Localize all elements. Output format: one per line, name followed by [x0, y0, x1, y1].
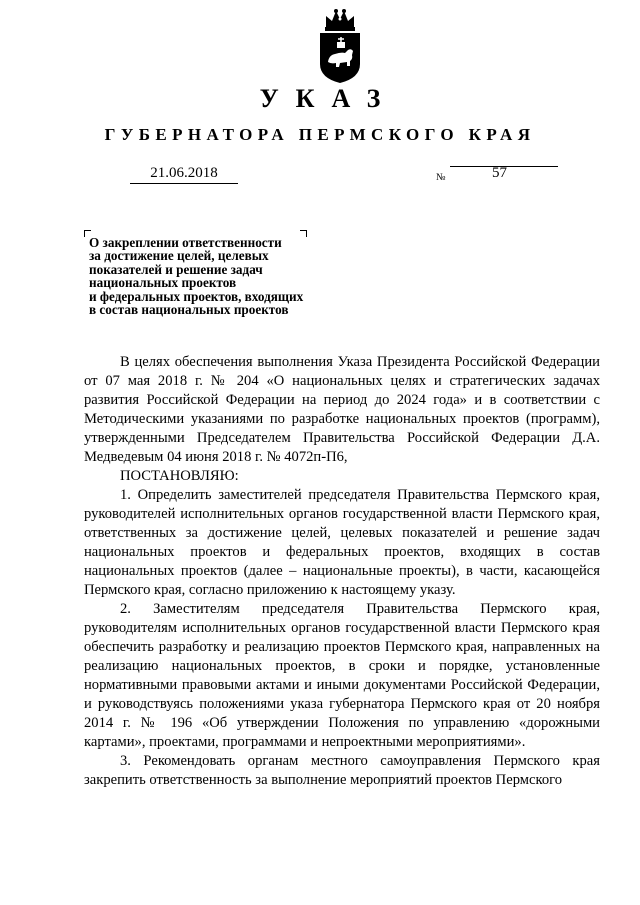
document-body: [84, 353, 600, 790]
document-date: 21.06.2018: [130, 165, 238, 184]
subject-line: показателей и решение задач: [89, 261, 263, 277]
subject-line: и федеральных проектов, входящих: [89, 288, 304, 304]
subject-line: за достижение целей, целевых: [89, 248, 269, 264]
document-title: УКАЗ: [259, 84, 398, 113]
preamble-paragraph: В целях обеспечения выполнения Указа Президента Российской Федерации от 07 мая 2018 г. № 204 «О национальных целях и стратегических задачах развития Российской Федерации на период до 2024 года» и в соответствии с Методическими указаниями по разработке национальных проектов (программ), утвержденными Председателем Правительства Российской Федерации Д.А. Медведевым 04 июня 2018 г. № 4072п-П6,: [84, 354, 600, 465]
document-subject: [89, 236, 349, 316]
subject-line: О закреплении ответственности: [89, 235, 282, 250]
subject-line: национальных проектов: [89, 275, 237, 291]
subject-line: в состав национальных проектов: [89, 302, 289, 318]
item-1-paragraph: 1. Определить заместителей председателя Правительства Пермского края, руководителей исполнительных органов государственной власти Пермского края, ответственных за достижение целей, целевых показателей и решение задач национальных проектов и федеральных проектов, входящих в состав национальных проектов (далее – национальные проекты), в части, касающейся Пермского края, согласно приложению к настоящему указу.: [84, 487, 600, 598]
document-issuer: ГУБЕРНАТОРА ПЕРМСКОГО КРАЯ: [104, 125, 536, 144]
document-number-field: [450, 165, 558, 181]
coat-of-arms-icon: [312, 8, 368, 84]
decree-word: ПОСТАНОВЛЯЮ:: [120, 468, 239, 484]
item-3-paragraph: 3. Рекомендовать органам местного самоуправления Пермского края закрепить ответственность за выполнение мероприятий проектов Пермского: [84, 753, 600, 788]
number-label: №: [436, 172, 446, 183]
item-2-paragraph: 2. Заместителям председателя Правительства Пермского края, руководителям исполнительных органов государственной власти Пермского края обеспечить разработку и реализацию проектов Пермского края, направленных на реализацию национальных проектов, в сроки и порядке, установленные нормативными правовыми актами и иными документами Российской Федерации, и руководствуясь положениями указа губернатора Пермского края от 20 ноября 2014 г. № 196 «Об утверждении Положения по управлению «дорожными картами», проектами, программами и непроектными мероприятиями».: [84, 601, 600, 750]
document-number: 57: [492, 165, 507, 181]
